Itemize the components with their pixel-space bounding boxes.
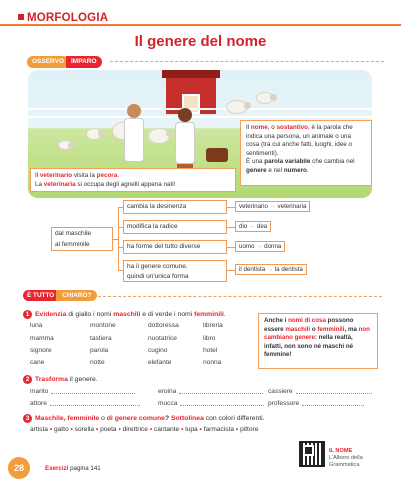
answer-line[interactable] — [179, 387, 263, 394]
section-tag — [18, 12, 108, 24]
sheep-image — [226, 100, 248, 114]
veterinarian-figure — [175, 108, 195, 166]
fill-item: mucca — [158, 399, 264, 407]
check-banner: È TUTTO CHIARO? — [23, 290, 97, 301]
exercise-number-badge: 3 — [23, 414, 32, 423]
fence-image — [28, 108, 372, 118]
word-item[interactable]: farmacista — [203, 426, 235, 433]
word-item[interactable]: nonna — [203, 359, 222, 366]
connector-line — [118, 207, 119, 270]
fill-item: cassiere — [268, 387, 372, 395]
arrow-right-icon: → — [249, 223, 256, 230]
tab-osservo: OSSERVO — [27, 56, 69, 68]
word-list: artista • gatto • sorella • poeta • direttrice • cantante • lupa • farmacista • pittore — [30, 426, 259, 433]
word-item[interactable]: tastiera — [90, 335, 112, 342]
answer-line[interactable] — [51, 387, 135, 394]
square-bullet-icon — [18, 14, 24, 20]
connector-line — [227, 270, 235, 271]
word-item[interactable]: luna — [30, 322, 43, 329]
section-label: MORFOLOGIA — [27, 12, 109, 24]
word-item[interactable]: libreria — [203, 322, 223, 329]
word-item[interactable]: nuotatrice — [148, 335, 177, 342]
note-box: Anche i nomi di cosa possono essere maschili o femminili, ma non cambiano genere: nella realtà, infatti, non sono né maschi né femmine! — [258, 313, 378, 369]
word-item[interactable]: cane — [30, 359, 45, 366]
word-item[interactable]: cugino — [148, 347, 168, 354]
word-item[interactable]: signore — [30, 347, 52, 354]
word-item[interactable]: hotel — [203, 347, 218, 354]
fill-item: professore — [268, 399, 364, 407]
tab-imparo: IMPARO — [66, 56, 102, 68]
divider — [110, 61, 384, 62]
illustration-caption: Il veterinario visita la pecora. La veterinaria si occupa degli agnelli appena nati! — [30, 168, 236, 192]
example-box: uomo → donna — [235, 241, 285, 252]
lamb-image — [58, 140, 72, 150]
exercise-number-badge: 2 — [23, 375, 32, 384]
word-item[interactable]: montone — [90, 322, 116, 329]
rule-box: ha il genere comune, quindi un'unica forma — [123, 260, 227, 282]
word-item[interactable]: mamma — [30, 335, 54, 342]
rule-box: ha forme del tutto diverse — [123, 240, 227, 254]
word-item[interactable]: pittore — [240, 426, 259, 433]
fill-item: marito — [30, 387, 135, 395]
word-item[interactable]: dottoressa — [148, 322, 179, 329]
arrow-right-icon: → — [269, 203, 276, 210]
word-item[interactable]: gatto — [53, 426, 69, 433]
medical-bag-image — [206, 148, 228, 162]
exercise-3-title: 3 Maschile, femminile o di genere comune? Sottolinea con colori differenti. — [23, 414, 265, 423]
qr-code-icon[interactable] — [299, 441, 325, 467]
fill-item: attore — [30, 399, 140, 407]
example-box: veterinario → veterinaria — [235, 201, 310, 212]
answer-line[interactable] — [180, 399, 264, 406]
answer-line[interactable] — [302, 399, 364, 406]
sheep-image — [148, 128, 170, 144]
sheep-image — [86, 128, 102, 140]
arrow-right-icon: → — [266, 266, 274, 273]
page-title: Il genere del nome — [134, 33, 267, 50]
qr-label: IL NOME L'Albero della Grammatica — [329, 448, 363, 468]
word-item[interactable]: direttrice — [122, 426, 148, 433]
example-box: dio → dea — [235, 221, 271, 232]
veterinarian-figure — [124, 104, 144, 164]
rule-box: modifica la radice — [123, 220, 227, 234]
word-item[interactable]: notte — [90, 359, 105, 366]
word-item[interactable]: elefante — [148, 359, 172, 366]
connector-line — [227, 207, 235, 208]
word-item[interactable]: sorella — [74, 426, 95, 433]
definition-box: Il nome, o sostantivo, è la parola che indica una persona, un animale o una cosa (tra cui anche fatti, luoghi, idee o sentimenti). È una parola variabile che cambia nel genere e nel numero. — [240, 120, 372, 186]
fill-item: eroina — [158, 387, 263, 395]
exercise-2-title: 2 Trasforma il genere. — [23, 375, 98, 384]
word-item[interactable]: poeta — [100, 426, 117, 433]
example-box: il dentista → la dentista — [235, 264, 307, 275]
word-item[interactable]: cantante — [153, 426, 180, 433]
exercise-number-badge: 1 — [23, 310, 32, 319]
sheep-image — [256, 92, 274, 104]
connector-line — [227, 247, 235, 248]
exercises-link[interactable]: Esercizi pagina 141 — [45, 465, 101, 472]
answer-line[interactable] — [296, 387, 372, 394]
rule-box: cambia la desinenza — [123, 200, 227, 214]
answer-line[interactable] — [50, 399, 140, 406]
divider — [98, 296, 382, 297]
arrow-right-icon: → — [256, 243, 263, 250]
connector-line — [227, 227, 235, 228]
word-item[interactable]: libro — [203, 335, 216, 342]
word-item[interactable]: lupa — [185, 426, 198, 433]
scheme-root: dal maschile al femminile — [51, 227, 113, 251]
page-number: 28 — [8, 457, 30, 479]
exercise-1-title: 1 Evidenzia di giallo i nomi maschili e di verde i nomi femminili. — [23, 310, 226, 319]
word-item[interactable]: parola — [90, 347, 109, 354]
word-item[interactable]: artista — [30, 426, 48, 433]
